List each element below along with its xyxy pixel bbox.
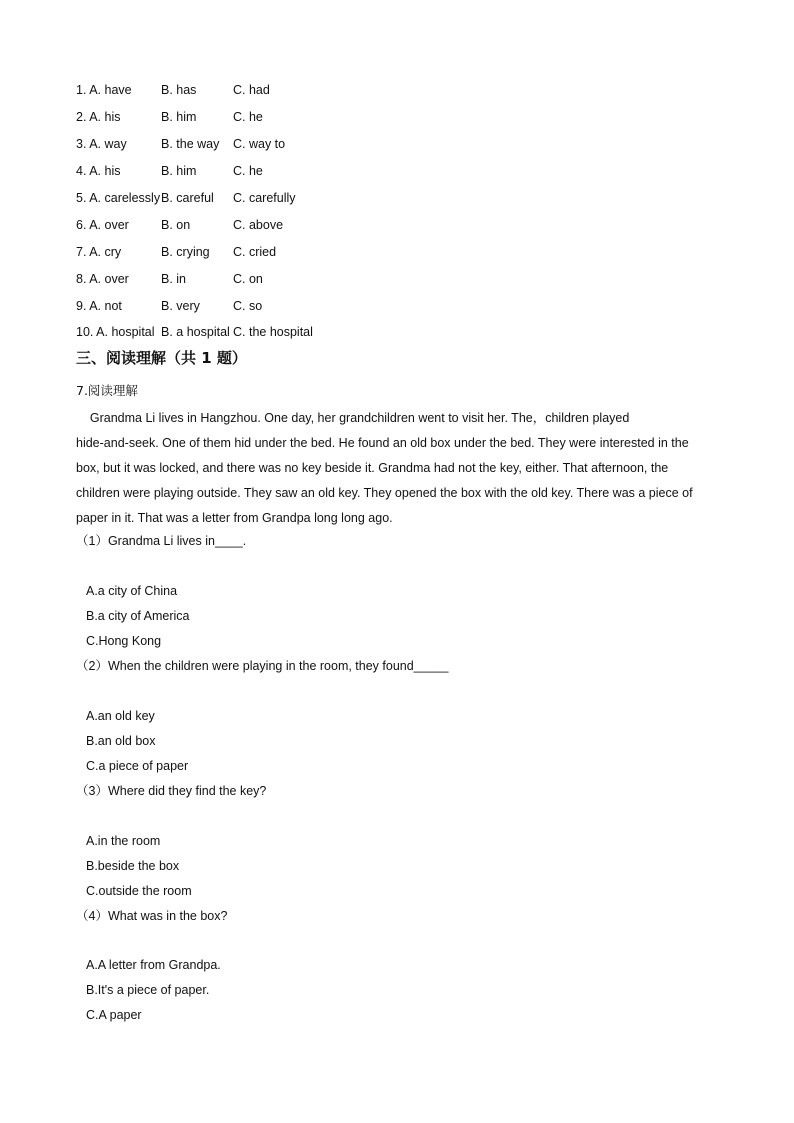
section-title: 三、阅读理解（共 1 题） [76,349,247,367]
option-b: B. in [161,272,187,286]
option-b: B. him [161,110,197,124]
answer-option: A.in the room [86,834,161,848]
answer-option: B.It's a piece of paper. [86,983,210,997]
option-b: B. very [161,299,200,313]
option-b: B. has [161,83,197,97]
answer-option: C.a piece of paper [86,759,189,773]
option-a: 10. A. hospital [76,325,155,339]
answer-option: B.beside the box [86,859,180,873]
option-b: B. careful [161,191,214,205]
sub-question-1: （1）Grandma Li lives in____. [76,534,247,548]
sub-question-3: （3）Where did they find the key? [76,784,267,798]
passage-line: box, but it was locked, and there was no key beside it. Grandma had not the key, either. That afternoon, the [76,461,669,475]
passage-line: children were playing outside. They saw an old key. They opened the box with the old key. There was a piece of [76,486,693,500]
option-c: C. so [233,299,263,313]
passage-line: Grandma Li lives in Hangzhou. One day, her grandchildren went to visit her. The，children played [76,411,630,425]
sub-question-2: （2）When the children were playing in the room, they found_____ [76,659,449,673]
option-c: C. the hospital [233,325,313,339]
answer-option: A.A letter from Grandpa. [86,958,221,972]
answer-option: B.a city of America [86,609,190,623]
option-c: C. above [233,218,284,232]
answer-option: C.Hong Kong [86,634,162,648]
option-c: C. way to [233,137,286,151]
option-c: C. he [233,164,263,178]
option-c: C. cried [233,245,277,259]
option-b: B. a hospital [161,325,230,339]
option-a: 8. A. over [76,272,129,286]
option-b: B. him [161,164,197,178]
sub-question-4: （4）What was in the box? [76,909,228,923]
option-a: 2. A. his [76,110,121,124]
option-b: B. crying [161,245,210,259]
option-a: 1. A. have [76,83,132,97]
answer-option: C.A paper [86,1008,142,1022]
option-a: 7. A. cry [76,245,122,259]
answer-option: A.a city of China [86,584,178,598]
option-c: C. carefully [233,191,296,205]
option-a: 9. A. not [76,299,122,313]
passage-line: hide-and-seek. One of them hid under the bed. He found an old box under the bed. They were interested in the [76,436,689,450]
question-label: 7.阅读理解 [76,383,138,398]
option-a: 3. A. way [76,137,127,151]
option-a: 6. A. over [76,218,129,232]
option-a: 5. A. carelessly [76,191,161,205]
option-c: C. on [233,272,263,286]
option-b: B. on [161,218,191,232]
answer-option: A.an old key [86,709,155,723]
option-c: C. he [233,110,263,124]
option-b: B. the way [161,137,220,151]
answer-option: B.an old box [86,734,156,748]
reading-passage [76,406,716,531]
option-c: C. had [233,83,270,97]
passage-line: paper in it. That was a letter from Grandpa long long ago. [76,511,393,525]
option-a: 4. A. his [76,164,121,178]
answer-option: C.outside the room [86,884,192,898]
